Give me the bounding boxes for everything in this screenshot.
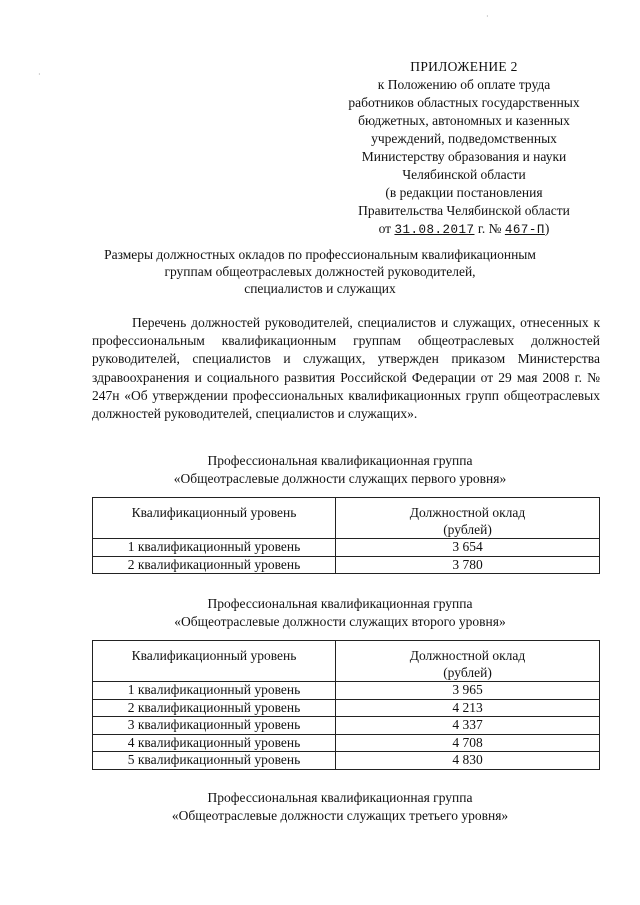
- edition-number: 467-П: [504, 223, 545, 237]
- salary-cell: 4 337: [336, 717, 600, 735]
- edition-line: [318, 220, 610, 239]
- edition-date: 31.08.2017: [394, 223, 475, 237]
- appendix-line: к Положению об оплате труда: [377, 77, 551, 92]
- column-header-salary-unit: (рублей): [443, 664, 492, 680]
- appendix-title: ПРИЛОЖЕНИЕ 2: [410, 59, 518, 74]
- group-title-line: «Общеотраслевые должности служащих второго уровня»: [174, 614, 506, 629]
- level-cell: 5 квалификационный уровень: [93, 752, 336, 770]
- intro-paragraph: [92, 314, 600, 423]
- column-header-level: Квалификационный уровень: [93, 641, 336, 682]
- appendix-line: Челябинской области: [402, 167, 526, 182]
- group-1-title: [120, 452, 560, 488]
- document-heading: [60, 246, 580, 297]
- table-row: [93, 734, 600, 752]
- heading-line: специалистов и служащих: [244, 281, 396, 296]
- table-row: [93, 717, 600, 735]
- appendix-line: (в редакции постановления: [385, 185, 543, 200]
- edition-number-prefix: г. №: [477, 221, 502, 236]
- table-row: [93, 752, 600, 770]
- level-cell: 1 квалификационный уровень: [93, 682, 336, 700]
- salary-cell: 3 780: [336, 556, 600, 574]
- group-title-line: Профессиональная квалификационная группа: [207, 596, 473, 611]
- appendix-header: [318, 58, 610, 239]
- table-header-row: [93, 641, 600, 682]
- appendix-line: учреждений, подведомственных: [371, 131, 557, 146]
- column-header-salary: [336, 641, 600, 682]
- heading-line: группам общеотраслевых должностей руководителей,: [164, 264, 476, 279]
- group-1-table: [92, 497, 600, 574]
- column-header-salary-line: Должностной оклад: [409, 648, 526, 663]
- column-header-salary-unit: (рублей): [443, 521, 492, 537]
- group-2-title: [120, 595, 560, 631]
- salary-cell: 4 708: [336, 734, 600, 752]
- level-cell: 1 квалификационный уровень: [93, 539, 336, 557]
- salary-cell: 3 965: [336, 682, 600, 700]
- level-cell: 2 квалификационный уровень: [93, 699, 336, 717]
- salary-cell: 4 830: [336, 752, 600, 770]
- appendix-line: бюджетных, автономных и казенных: [358, 113, 570, 128]
- level-cell: 3 квалификационный уровень: [93, 717, 336, 735]
- table-row: [93, 539, 600, 557]
- table-header-row: [93, 498, 600, 539]
- salary-cell: 3 654: [336, 539, 600, 557]
- table-row: [93, 682, 600, 700]
- group-title-line: Профессиональная квалификационная группа: [207, 790, 473, 805]
- appendix-line: Правительства Челябинской области: [358, 203, 570, 218]
- appendix-line: работников областных государственных: [348, 95, 580, 110]
- column-header-salary-line: Должностной оклад: [409, 505, 526, 520]
- column-header-salary: [336, 498, 600, 539]
- scan-speck: ·: [38, 70, 41, 79]
- group-title-line: «Общеотраслевые должности служащих третьего уровня»: [171, 808, 509, 823]
- edition-from: от: [378, 221, 392, 236]
- group-2-table: [92, 640, 600, 770]
- appendix-line: Министерству образования и науки: [361, 149, 567, 164]
- level-cell: 2 квалификационный уровень: [93, 556, 336, 574]
- column-header-level: Квалификационный уровень: [93, 498, 336, 539]
- table-row: [93, 699, 600, 717]
- table-row: [93, 556, 600, 574]
- group-title-line: «Общеотраслевые должности служащих первого уровня»: [173, 471, 507, 486]
- level-cell: 4 квалификационный уровень: [93, 734, 336, 752]
- intro-text: Перечень должностей руководителей, специалистов и служащих, отнесенных к профессиональным квалификационным группам общеотраслевых должностей руководителей, специалистов и служащих, утвержден приказом Министерства здравоохранения и социального развития Российской Федерации от 29 мая 2008 г. № 247н «Об утверждении профессиональных квалификационных групп общеотраслевых должностей руководителей, специалистов и служащих».: [92, 315, 600, 422]
- heading-line: Размеры должностных окладов по профессиональным квалификационным: [104, 247, 536, 262]
- edition-close: ): [544, 221, 550, 236]
- scan-speck: ·: [486, 12, 489, 21]
- group-title-line: Профессиональная квалификационная группа: [207, 453, 473, 468]
- salary-cell: 4 213: [336, 699, 600, 717]
- group-3-title: [120, 789, 560, 825]
